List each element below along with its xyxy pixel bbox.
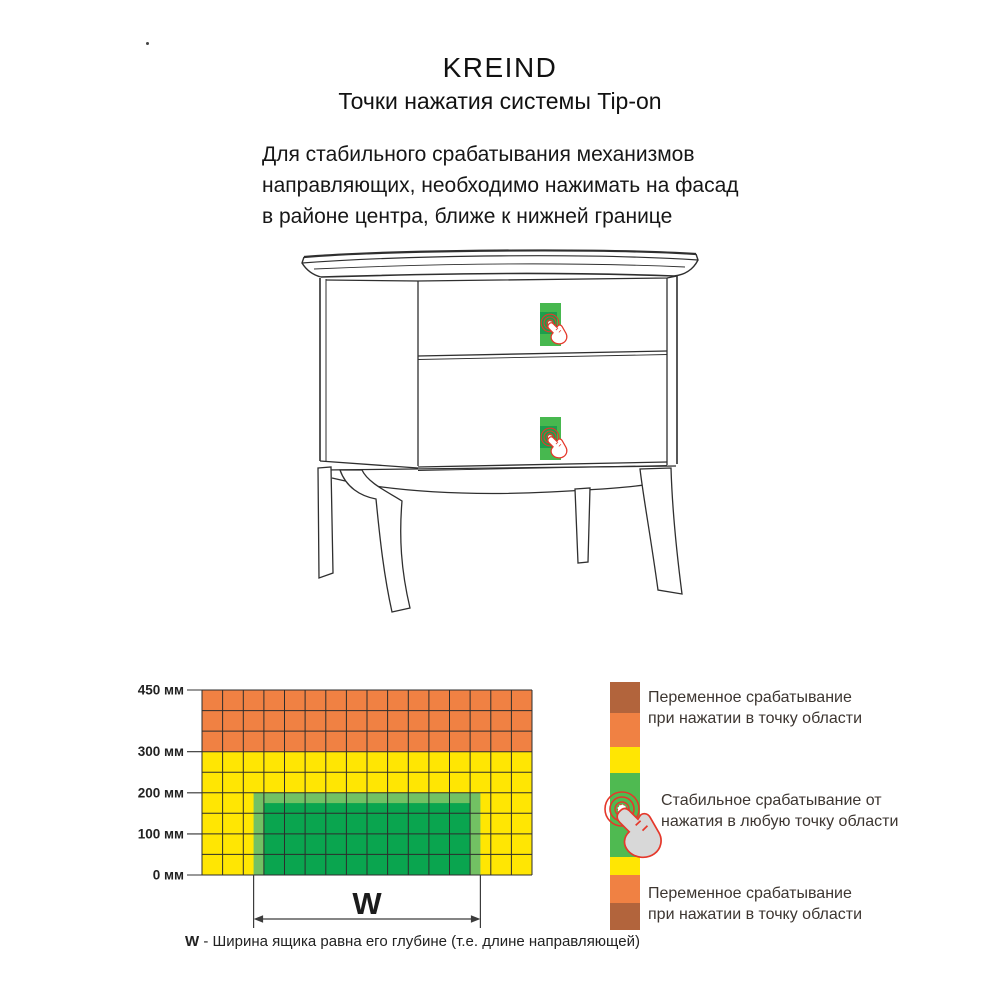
leg-front-left: [340, 470, 410, 612]
cabinet-base: [318, 466, 682, 612]
leg-rear-left: [318, 467, 333, 578]
footnote-text: - Ширина ящика равна его глубине (т.е. длине направляющей): [199, 933, 640, 950]
intro-paragraph: [262, 139, 739, 232]
intro-line: в районе центра, ближе к нижней границе: [262, 205, 673, 228]
legend-item-stable: [661, 791, 898, 832]
press-point-top-drawer: [540, 303, 567, 346]
axis-label-100: 100 мм: [137, 826, 184, 842]
legend-line: Переменное срабатывание: [648, 689, 852, 706]
axis-label-450: 450 мм: [137, 682, 184, 698]
legend-line: нажатия в любую точку области: [661, 812, 899, 830]
press-zone-grid-diagram: [130, 670, 560, 960]
axis-ticks: [187, 690, 202, 875]
width-label: W: [352, 886, 382, 921]
legend-seg-brown-top: [610, 682, 640, 713]
arrowhead-left: [254, 915, 264, 923]
cabinet-top: [302, 250, 698, 277]
page-subtitle: Точки нажатия системы Tip-on: [338, 88, 662, 114]
axis-label-200: 200 мм: [137, 785, 184, 801]
legend-line: при нажатии в точку области: [648, 709, 863, 727]
legend-item-variable-bottom: [648, 884, 862, 925]
legend-seg-orange-top: [610, 713, 640, 747]
axis-label-300: 300 мм: [137, 744, 184, 760]
legend-line: Переменное срабатывание: [648, 885, 852, 902]
intro-line: Для стабильного срабатывания механизмов: [262, 143, 695, 166]
arrowhead-right: [471, 915, 481, 923]
legend-line: при нажатии в точку области: [648, 905, 863, 923]
stray-dot: [146, 42, 149, 45]
leg-rear-middle: [575, 488, 590, 563]
legend-seg-yellow-bottom: [610, 857, 640, 875]
legend-seg-brown-bottom: [610, 903, 640, 930]
legend-seg-yellow-top: [610, 747, 640, 773]
press-point-bottom-drawer: [540, 417, 567, 460]
axis-labels: [138, 683, 184, 883]
brand-title: KREIND: [442, 52, 558, 83]
leg-front-right: [640, 468, 682, 594]
nightstand-drawing: [230, 240, 750, 640]
footnote: [185, 933, 640, 950]
intro-line: направляющих, необходимо нажимать на фасад: [262, 174, 739, 197]
legend-seg-orange-bottom: [610, 875, 640, 903]
footnote-w: W: [185, 933, 200, 950]
cabinet-body: [320, 276, 677, 471]
axis-label-0: 0 мм: [152, 867, 184, 883]
legend-line: Стабильное срабатывание от: [661, 792, 882, 809]
legend-item-variable-top: [648, 688, 862, 729]
